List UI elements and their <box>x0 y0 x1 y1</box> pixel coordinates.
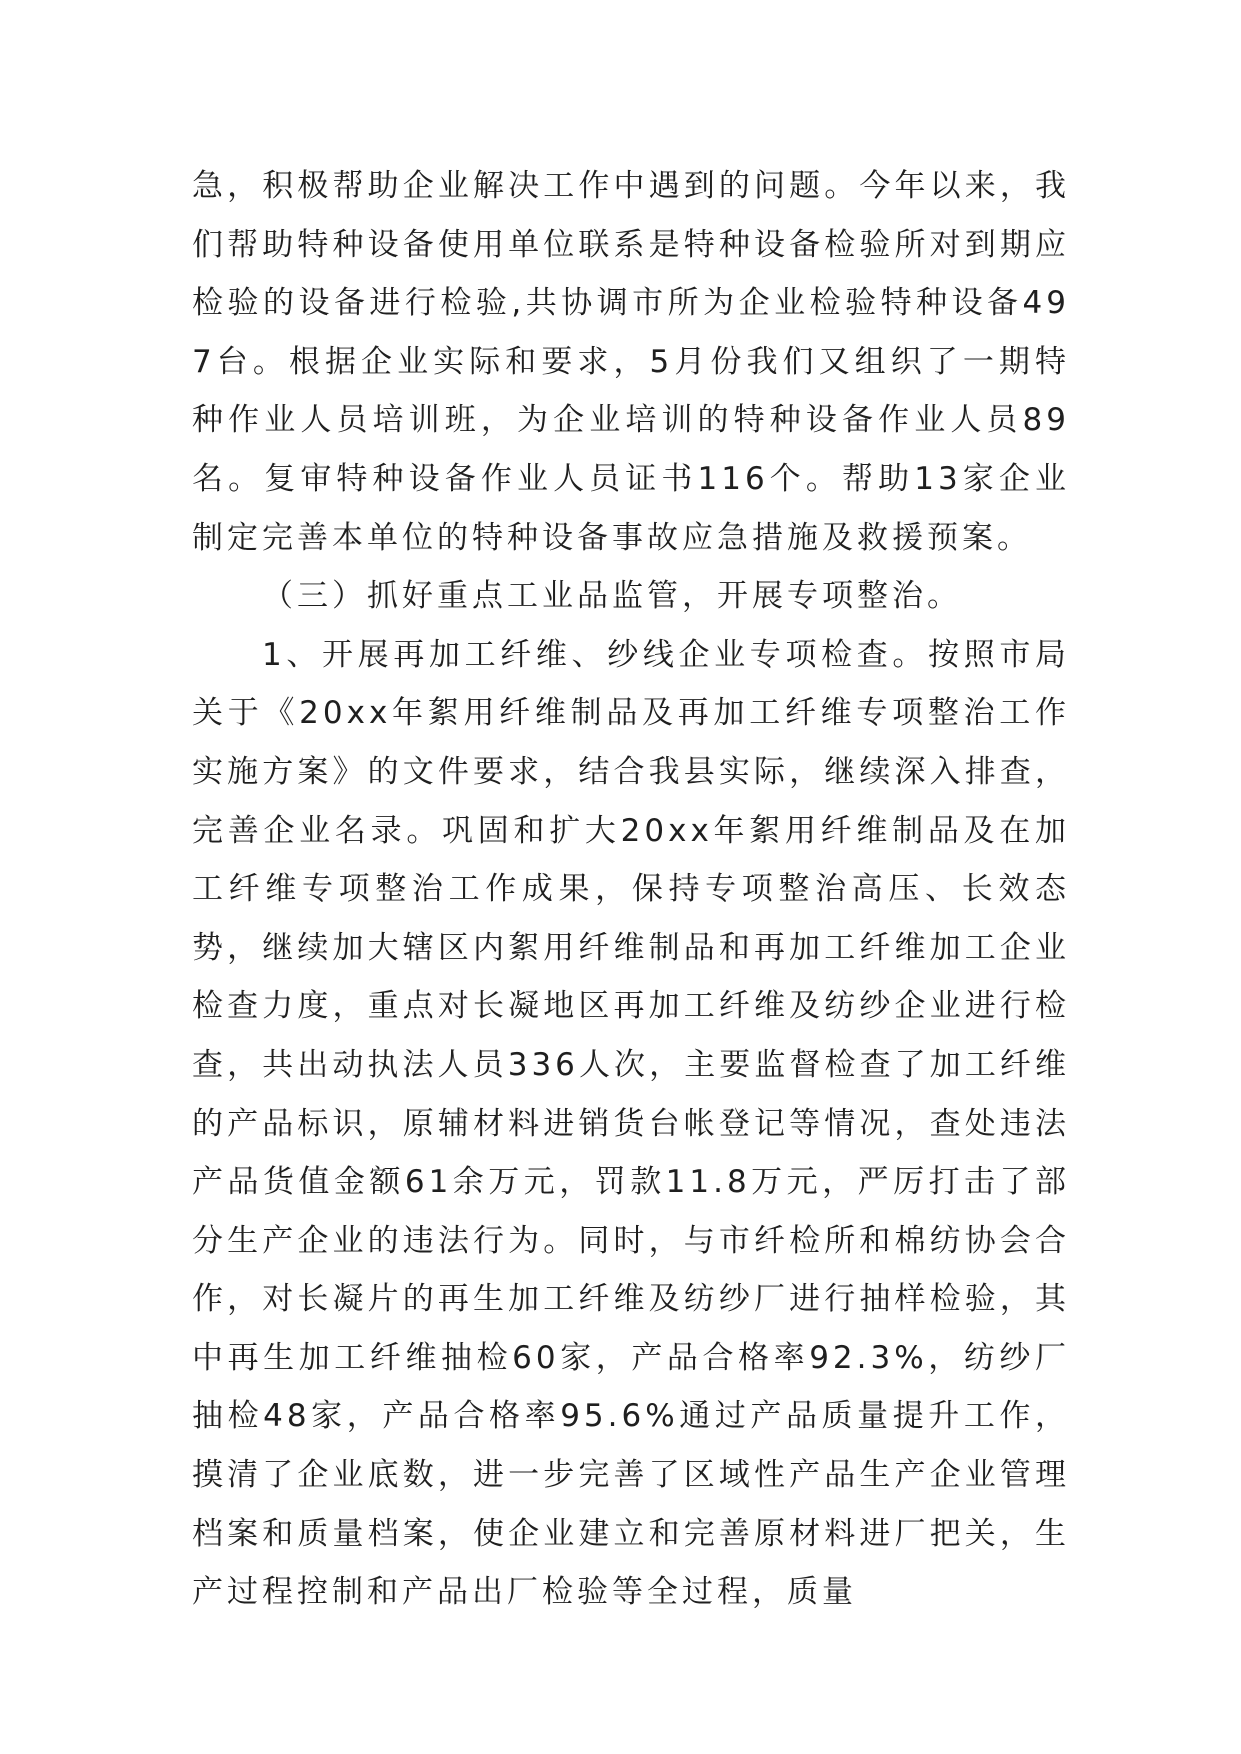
section-heading-three: （三）抓好重点工业品监管，开展专项整治。 <box>262 578 962 615</box>
paragraph-fiber-inspection: 1、开展再加工纤维、纱线企业专项检查。按照市局关于《20xx年絮用纤维制品及再加工纤维专项整治工作实施方案》的文件要求，结合我县实际，继续深入排查，完善企业名录。巩固和扩大20xx年絮用纤维制品及在加工纤维专项整治工作成果，保持专项整治高压、长效态势，继续加大辖区内絮用纤维制品和再加工纤维加工企业检查力度，重点对长凝地区再加工纤维及纺纱企业进行检查，共出动执法人员336人次，主要监督检查了加工纤维的产品标识，原辅材料进销货台帐登记等情况，查处违法产品货值金额61余万元，罚款11.8万元，严厉打击了部分生产企业的违法行为。同时，与市纤检所和棉纺协会合作，对长凝片的再生加工纤维及纺纱厂进行抽样检验，其中再生加工纤维抽检60家，产品合格率92.3%，纺纱厂抽检48家，产品合格率95.6%通过产品质量提升工作，摸清了企业底数，进一步完善了区域性产品生产企业管理档案和质量档案，使企业建立和完善原材料进厂把关，生产过程控制和产品出厂检验等全过程，质量 <box>192 636 1070 1611</box>
paragraph-continued: 急，积极帮助企业解决工作中遇到的问题。今年以来，我们帮助特种设备使用单位联系是特种设备检验所对到期应检验的设备进行检验,共协调市所为企业检验特种设备497台。根据企业实际和要求，5月份我们又组织了一期特种作业人员培训班，为企业培训的特种设备作业人员89名。复审特种设备作业人员证书116个。帮助13家企业制定完善本单位的特种设备事故应急措施及救援预案。 <box>192 168 1070 556</box>
document-body <box>192 157 1070 1622</box>
